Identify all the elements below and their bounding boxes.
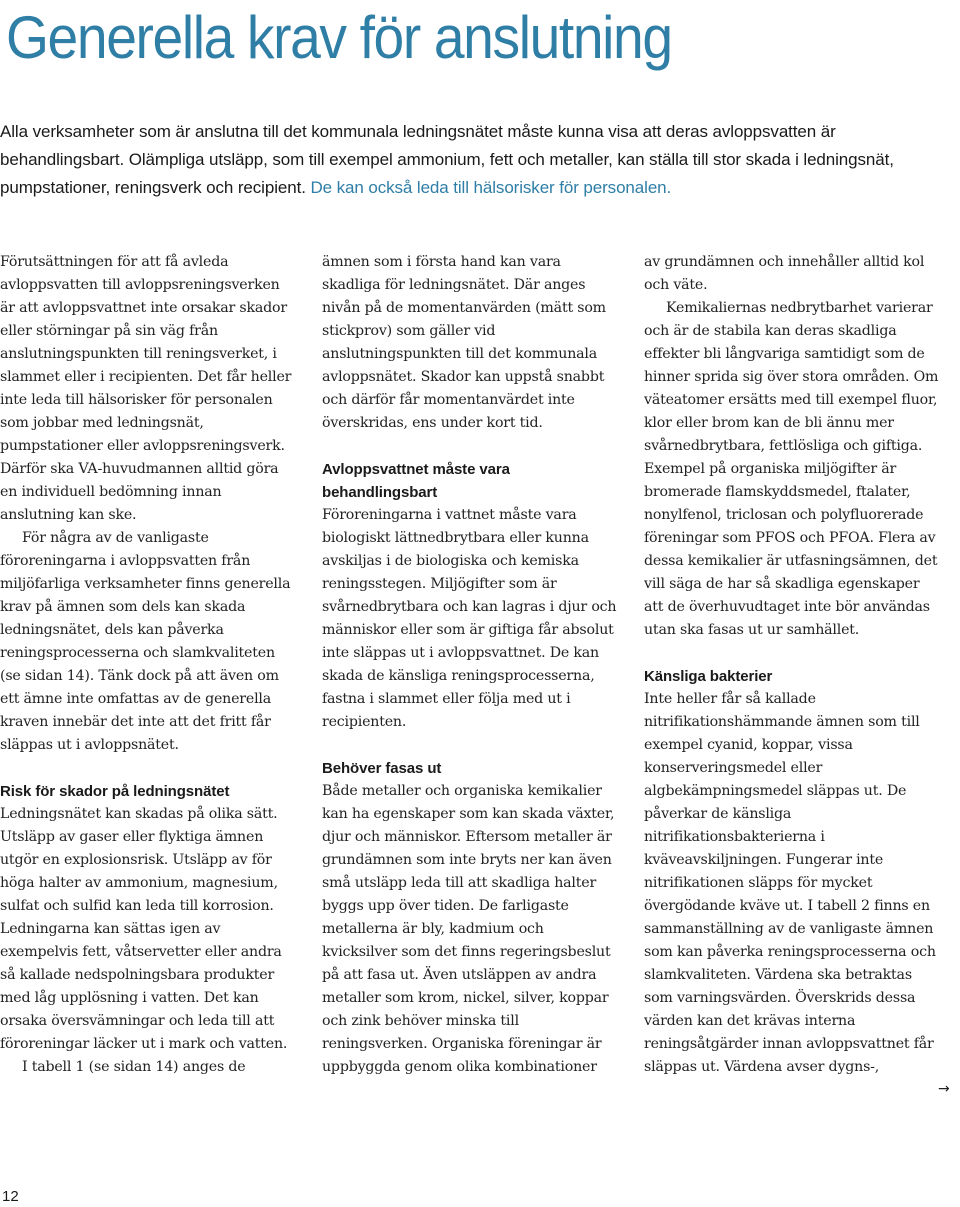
section-gap bbox=[322, 435, 618, 458]
text-column-2 bbox=[322, 251, 618, 1079]
text-column-3 bbox=[644, 251, 940, 1079]
section-gap bbox=[0, 757, 296, 780]
section-heading-risk: Risk för skador på ledningsnätet bbox=[0, 783, 230, 800]
body-paragraph: av grundämnen och innehåller alltid kol och väte. bbox=[644, 254, 925, 293]
body-paragraph: Kemikaliernas nedbrytbarhet varierar och är de stabila kan deras skadliga effekter bli långvariga samtidigt som de hinner sprida sig över stora områden. Om väteatomer ersätts med till exempel fluor, klor eller brom kan de bli ännu mer svårnedbrytbara, fettlösliga och giftiga. Exempel på organiska miljögifter är bromerade flamskyddsmedel, ftalater, nonylfenol, triclosan och polyfluorerade föreningar som PFOS och PFOA. Flera av dessa kemikalier är utfasningsämnen, det vill säga de har så skadliga egenskaper att de överhuvudtaget inte bör användas utan ska fasas ut ur samhället. bbox=[644, 300, 939, 638]
section-heading-behandlingsbart: Avloppsvattnet måste vara behandlingsbart bbox=[322, 461, 510, 501]
body-paragraph: Förutsättningen för att få avleda avloppsvatten till avloppsreningsverken är att avloppsvattnet inte orsakar skador eller störningar på sin väg från anslutningspunkten till reningsverket, i slammet eller i recipienten. Det får heller inte leda till hälsorisker för personalen som jobbar med ledningsnät, pumpstationer eller avloppsreningsverk. Därför ska VA-huvudmannen alltid göra en individuell bedömning innan anslutning kan ske. bbox=[0, 254, 292, 523]
intro-text: Alla verksamheter som är anslutna till det kommunala ledningsnätet måste kunna visa att deras avloppsvatten är behandlingsbart. Olämpliga utsläpp, som till exempel ammonium, fett och metaller, kan ställa till stor skada i ledningsnät, pumpstationer, reningsverk och recipient. bbox=[0, 122, 894, 197]
section-heading-fasas-ut: Behöver fasas ut bbox=[322, 760, 442, 777]
body-paragraph: Inte heller får så kallade nitrifikationshämmande ämnen som till exempel cyanid, koppar, vissa konserveringsmedel eller algbekämpningsmedel släppas ut. De påverkar de känsliga nitrifikationsbakterierna i kväveavskiljningen. Fungerar inte nitrifikationen släpps för mycket övergödande kväve ut. I tabell 2 finns en sammanställning av de vanligaste ämnen som kan påverka reningsprocesserna och slamkvaliteten. Värdena ska betraktas som varningsvärden. Överskrids dessa värden kan det krävas interna reningsåtgärder innan avloppsvattnet får släppas ut. Värdena avser dygns-, bbox=[644, 691, 936, 1075]
continue-arrow-icon: → bbox=[938, 1081, 950, 1097]
page-number: 12 bbox=[2, 1188, 19, 1205]
body-paragraph: För några av de vanligaste föroreningarna i avloppsvatten från miljöfarliga verksamheter finns generella krav på ämnen som dels kan skada ledningsnätet, dels kan påverka reningsprocesserna och slamkvaliteten (se sidan 14). Tänk dock på att även om ett ämne inte omfattas av de generella kraven innebär det inte att det fritt får släppas ut i avloppsnätet. bbox=[0, 530, 291, 753]
body-paragraph: Både metaller och organiska kemikalier kan ha egenskaper som kan skada växter, djur och människor. Eftersom metaller är grundämnen som inte bryts ner kan även små utsläpp leda till att skadliga halter byggs upp över tiden. De farligaste metallerna är bly, kadmium och kvicksilver som det finns regeringsbeslut på att fasa ut. Även utsläppen av andra metaller som krom, nickel, silver, koppar och zink behöver minska till reningsverken. Organiska föreningar är uppbyggda genom olika kombinationer bbox=[322, 783, 615, 1075]
body-paragraph: I tabell 1 (se sidan 14) anges de bbox=[22, 1059, 246, 1075]
body-paragraph: Föroreningarna i vattnet måste vara biologiskt lättnedbrytbara eller kunna avskiljas i de biologiska och kemiska reningsstegen. Miljögifter som är svårnedbrytbara och kan lagras i djur och människor eller som är giftiga får absolut inte släppas ut i avloppsvattnet. De kan skada de känsliga reningsprocesserna, fastna i slammet eller följa med ut i recipienten. bbox=[322, 507, 617, 730]
intro-highlight: De kan också leda till hälsorisker för personalen. bbox=[310, 178, 672, 197]
section-gap bbox=[322, 734, 618, 757]
section-heading-bakterier: Känsliga bakterier bbox=[644, 668, 773, 685]
body-paragraph: Ledningsnätet kan skadas på olika sätt. Utsläpp av gaser eller flyktiga ämnen utgör en explosionsrisk. Utsläpp av för höga halter av ammonium, magnesium, sulfat och sulfid kan leda till korrosion. Ledningarna kan sättas igen av exempelvis fett, våtservetter eller andra så kallade nedspolningsbara produkter med låg upplösning i vatten. Det kan orsaka översvämningar och leda till att föroreningar läcker ut i mark och vatten. bbox=[0, 806, 288, 1052]
body-paragraph: ämnen som i första hand kan vara skadliga för ledningsnätet. Där anges nivån på de momentanvärden (mätt som stickprov) som gäller vid anslutningspunkten till det kommunala avloppsnätet. Skador kan uppstå snabbt och därför får momentanvärdet inte överskridas, ens under kort tid. bbox=[322, 254, 606, 431]
section-gap bbox=[644, 642, 940, 665]
intro-paragraph bbox=[0, 118, 940, 202]
text-column-1 bbox=[0, 251, 296, 1079]
page-title: Generella krav för anslutning bbox=[6, 4, 672, 71]
